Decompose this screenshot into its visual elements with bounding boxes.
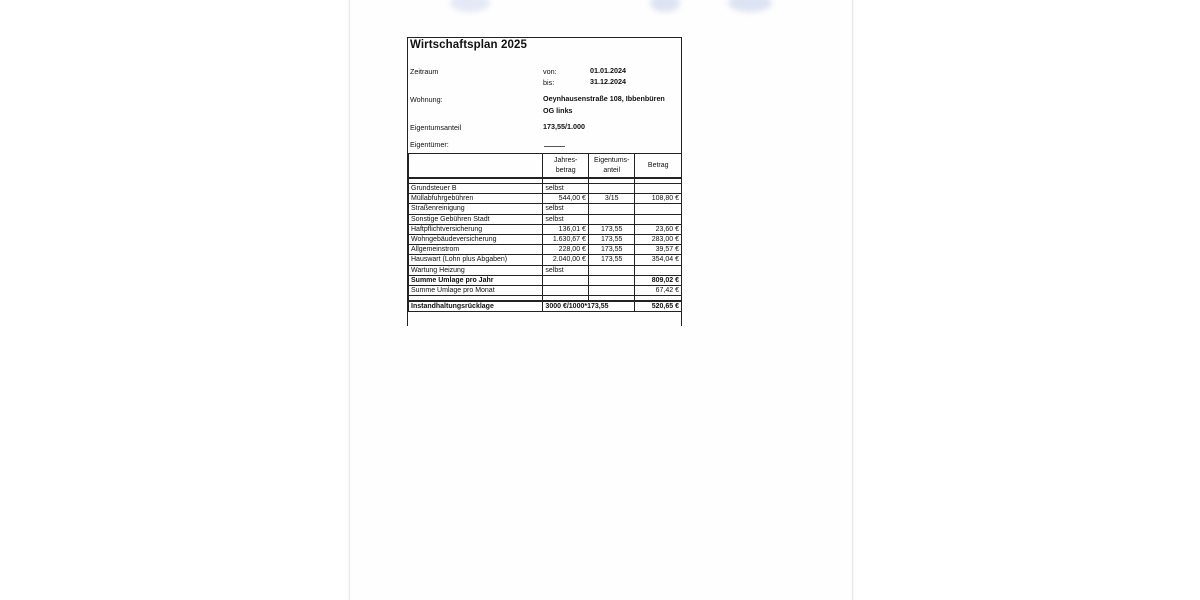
cost-item: Sonstige Gebühren Stadt bbox=[409, 214, 543, 224]
cost-item: Müllabfuhrgebühren bbox=[409, 194, 543, 204]
cost-item: Hauswart (Lohn plus Abgaben) bbox=[409, 255, 543, 265]
ownership-share: 3/15 bbox=[588, 194, 635, 204]
owner-blank-line bbox=[544, 146, 565, 147]
ownership-share bbox=[588, 265, 635, 275]
ownership-share: 173,55 bbox=[588, 235, 635, 245]
budget-plan-sheet bbox=[407, 37, 682, 326]
header-annual-line2: betrag bbox=[555, 166, 576, 174]
apartment-unit: OG links bbox=[543, 106, 573, 115]
table-header-row bbox=[409, 154, 682, 179]
header-ownership-line1: Eigentums- bbox=[593, 156, 630, 164]
document-title: Wirtschaftsplan 2025 bbox=[410, 39, 527, 51]
total-per-month-value: 67,42 € bbox=[635, 286, 682, 296]
header-amount: Betrag bbox=[635, 154, 682, 179]
amount bbox=[635, 184, 682, 194]
to-date: 31.12.2024 bbox=[590, 77, 626, 86]
annual-amount: selbst bbox=[543, 214, 589, 224]
amount: 39,57 € bbox=[635, 245, 682, 255]
cost-item: Allgemeinstrom bbox=[409, 245, 543, 255]
cost-table bbox=[408, 153, 682, 312]
reserve-row bbox=[409, 301, 682, 312]
table-row bbox=[409, 245, 682, 255]
total-per-year-row bbox=[409, 275, 682, 285]
scan-smudge-mark bbox=[450, 0, 490, 12]
apartment-label: Wohnung: bbox=[410, 95, 443, 104]
scan-smudge-mark bbox=[728, 0, 772, 12]
table-row bbox=[409, 265, 682, 275]
header-annual-amount bbox=[543, 154, 589, 179]
header-annual-line1: Jahres- bbox=[554, 156, 578, 164]
cost-item: Wohngebäudeversicherung bbox=[409, 235, 543, 245]
total-per-month-label: Summe Umlage pro Monat bbox=[409, 286, 543, 296]
ownership-share: 173,55 bbox=[588, 245, 635, 255]
annual-amount: 1.630,67 € bbox=[543, 235, 589, 245]
amount: 23,60 € bbox=[635, 224, 682, 234]
amount bbox=[635, 204, 682, 214]
from-label: von: bbox=[543, 67, 557, 76]
to-label: bis: bbox=[543, 78, 555, 87]
ownership-share: 173,55 bbox=[588, 255, 635, 265]
annual-amount: 228,00 € bbox=[543, 245, 589, 255]
annual-amount: selbst bbox=[543, 265, 589, 275]
ownership-share bbox=[588, 214, 635, 224]
maintenance-reserve-value: 520,65 € bbox=[635, 301, 682, 312]
cost-item: Wartung Heizung bbox=[409, 265, 543, 275]
total-per-month-row bbox=[409, 286, 682, 296]
table-row bbox=[409, 255, 682, 265]
total-per-year-value: 809,02 € bbox=[635, 275, 682, 285]
ownership-share bbox=[588, 184, 635, 194]
annual-amount: 136,01 € bbox=[543, 224, 589, 234]
cost-item: Grundsteuer B bbox=[409, 184, 543, 194]
table-row bbox=[409, 224, 682, 234]
table-row bbox=[409, 204, 682, 214]
amount: 108,80 € bbox=[635, 194, 682, 204]
ownership-share: 173,55 bbox=[588, 224, 635, 234]
owner-label: Eigentümer: bbox=[410, 140, 449, 149]
total-per-year-label: Summe Umlage pro Jahr bbox=[409, 275, 543, 285]
apartment-address: Oeynhausenstraße 108, Ibbenbüren bbox=[543, 94, 665, 103]
ownership-share-label: Eigentumsanteil bbox=[410, 123, 462, 132]
maintenance-reserve-formula: 3000 €/1000*173,55 bbox=[543, 301, 635, 312]
amount: 283,00 € bbox=[635, 235, 682, 245]
annual-amount: selbst bbox=[543, 204, 589, 214]
table-row bbox=[409, 235, 682, 245]
cost-item: Haftpflichtversicherung bbox=[409, 224, 543, 234]
header-ownership-share bbox=[588, 154, 635, 179]
header-item-cell bbox=[409, 154, 543, 179]
ownership-share-value: 173,55/1.000 bbox=[543, 122, 585, 131]
annual-amount: 2.040,00 € bbox=[543, 255, 589, 265]
amount: 354,04 € bbox=[635, 255, 682, 265]
header-ownership-line2: anteil bbox=[603, 166, 621, 174]
maintenance-reserve-label: Instandhaltungsrücklage bbox=[409, 301, 543, 312]
annual-amount: 544,00 € bbox=[543, 194, 589, 204]
amount bbox=[635, 265, 682, 275]
period-label: Zeitraum bbox=[410, 67, 439, 76]
cost-item: Straßenreinigung bbox=[409, 204, 543, 214]
amount bbox=[635, 214, 682, 224]
ownership-share bbox=[588, 204, 635, 214]
table-row bbox=[409, 214, 682, 224]
table-row bbox=[409, 184, 682, 194]
scan-smudge-mark bbox=[650, 0, 680, 12]
from-date: 01.01.2024 bbox=[590, 66, 626, 75]
annual-amount: selbst bbox=[543, 184, 589, 194]
table-row bbox=[409, 194, 682, 204]
